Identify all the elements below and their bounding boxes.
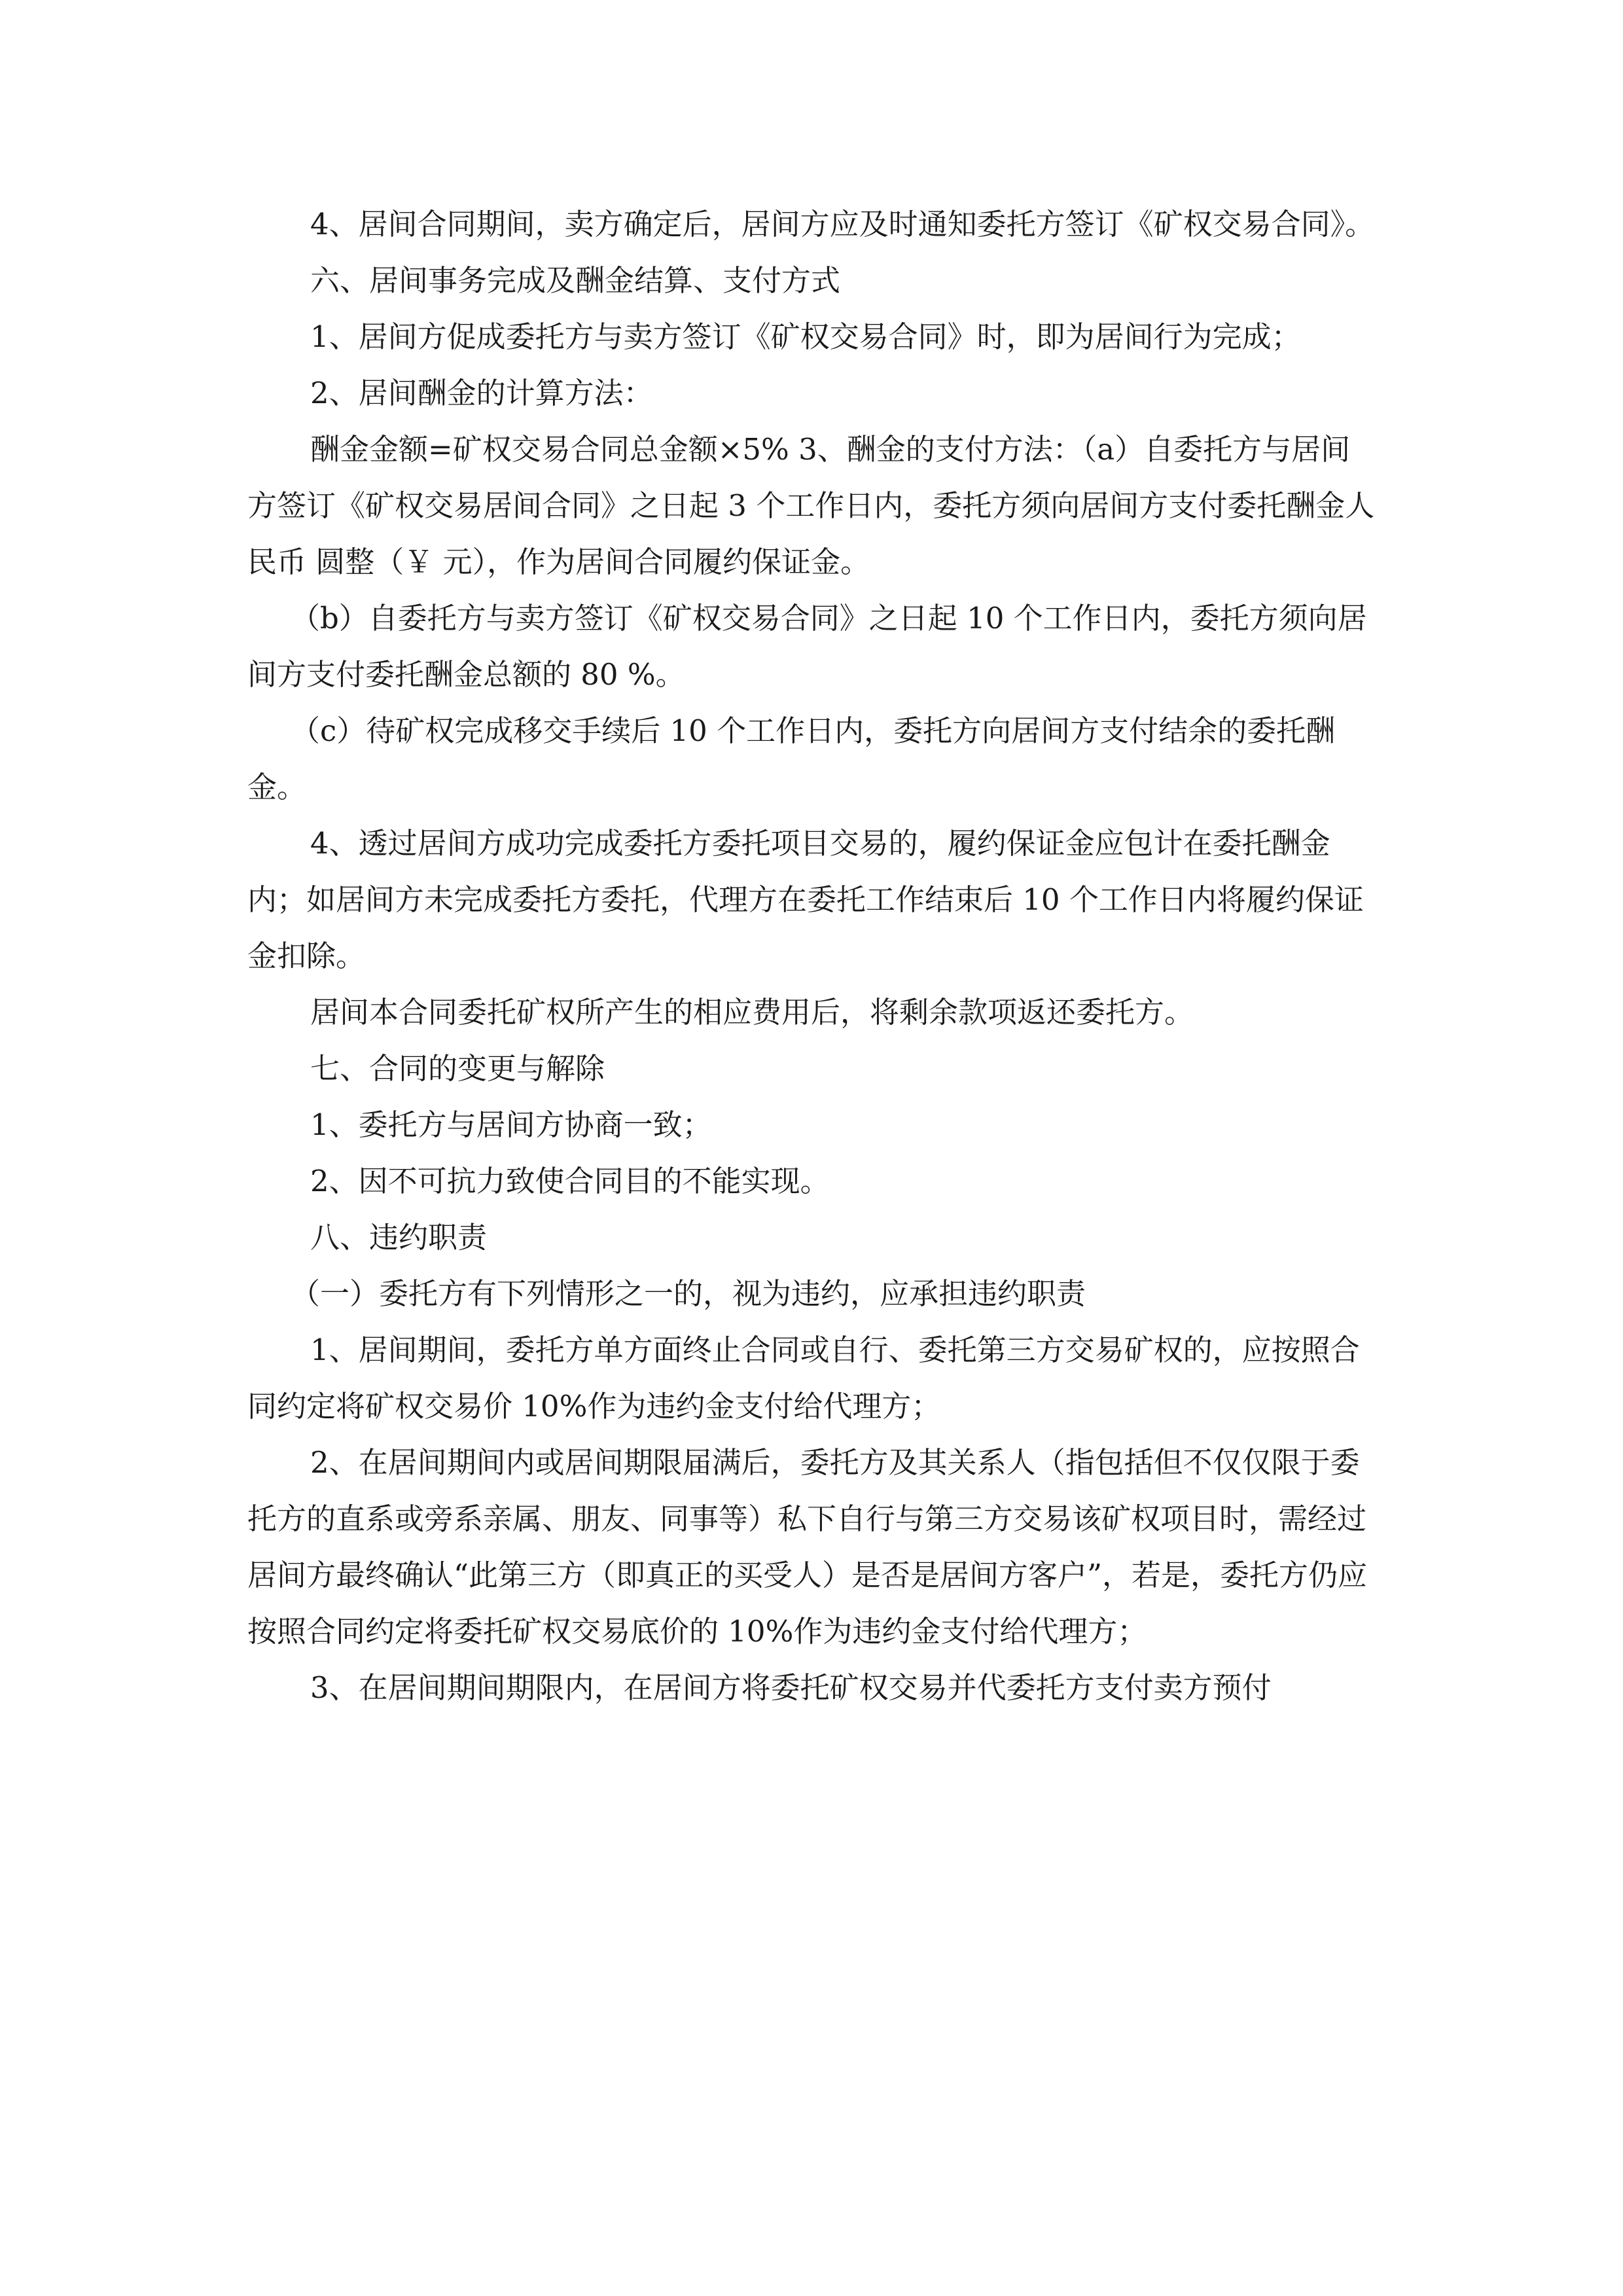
- paragraph-change-2: 2、因不可抗力致使合同目的不能实现。: [310, 1164, 830, 1198]
- section-heading-7: 七、合同的变更与解除: [310, 1051, 605, 1086]
- section-heading-8: 八、违约职责: [310, 1220, 488, 1255]
- paragraph-clause-1-completion: 1、居间方促成委托方与卖方签订《矿权交易合同》时，即为居间行为完成；: [310, 319, 1301, 354]
- paragraph-clause-4-deposit: 4、透过居间方成功完成委托方委托项目交易的，履约保证金应包计在委托酬金内；如居间方未完成委托方委托，代理方在委托工作结束后 10 个工作日内将履约保证金扣除。: [247, 826, 1364, 973]
- document-body: [247, 196, 1377, 1716]
- paragraph-fee-formula-and-payment: 酬金金额=矿权交易合同总金额×5% 3、酬金的支付方法：（a）自委托方与居间方签订《矿权交易居间合同》之日起 3 个工作日内，委托方须向居间方支付委托酬金人民币 圆整（￥ 元），作为居间合同履约保证金。: [247, 432, 1375, 579]
- paragraph-payment-b: （b）自委托方与卖方签订《矿权交易合同》之日起 10 个工作日内，委托方须向居间方支付委托酬金总额的 80 %。: [247, 601, 1367, 692]
- paragraph-clause-4-notify: 4、居间合同期间，卖方确定后，居间方应及时通知委托方签订《矿权交易合同》。: [310, 207, 1375, 242]
- paragraph-breach-2: 2、在居间期间内或居间期限届满后，委托方及其关系人（指包括但不仅仅限于委托方的直系或旁系亲属、朋友、同事等）私下自行与第三方交易该矿权项目时，需经过居间方最终确认“此第三方（即真正的买受人）是否是居间方客户”，若是，委托方仍应按照合同约定将委托矿权交易底价的 10%作为违约金支付给代理方；: [247, 1445, 1368, 1649]
- subsection-heading-breach-principal: （一）委托方有下列情形之一的，视为违约，应承担违约职责: [291, 1276, 1086, 1311]
- paragraph-payment-c: （c）待矿权完成移交手续后 10 个工作日内，委托方向居间方支付结余的委托酬金。: [247, 713, 1336, 804]
- paragraph-refund: 居间本合同委托矿权所产生的相应费用后，将剩余款项返还委托方。: [310, 995, 1194, 1030]
- paragraph-breach-3: 3、在居间期间期限内，在居间方将委托矿权交易并代委托方支付卖方预付: [310, 1670, 1272, 1705]
- section-heading-6: 六、居间事务完成及酬金结算、支付方式: [310, 263, 841, 298]
- paragraph-change-1: 1、委托方与居间方协商一致；: [310, 1107, 712, 1142]
- paragraph-clause-2-calculation: 2、居间酬金的计算方法：: [310, 376, 653, 410]
- paragraph-breach-1: 1、居间期间，委托方单方面终止合同或自行、委托第三方交易矿权的，应按照合同约定将矿权交易价 10%作为违约金支付给代理方；: [247, 1333, 1360, 1424]
